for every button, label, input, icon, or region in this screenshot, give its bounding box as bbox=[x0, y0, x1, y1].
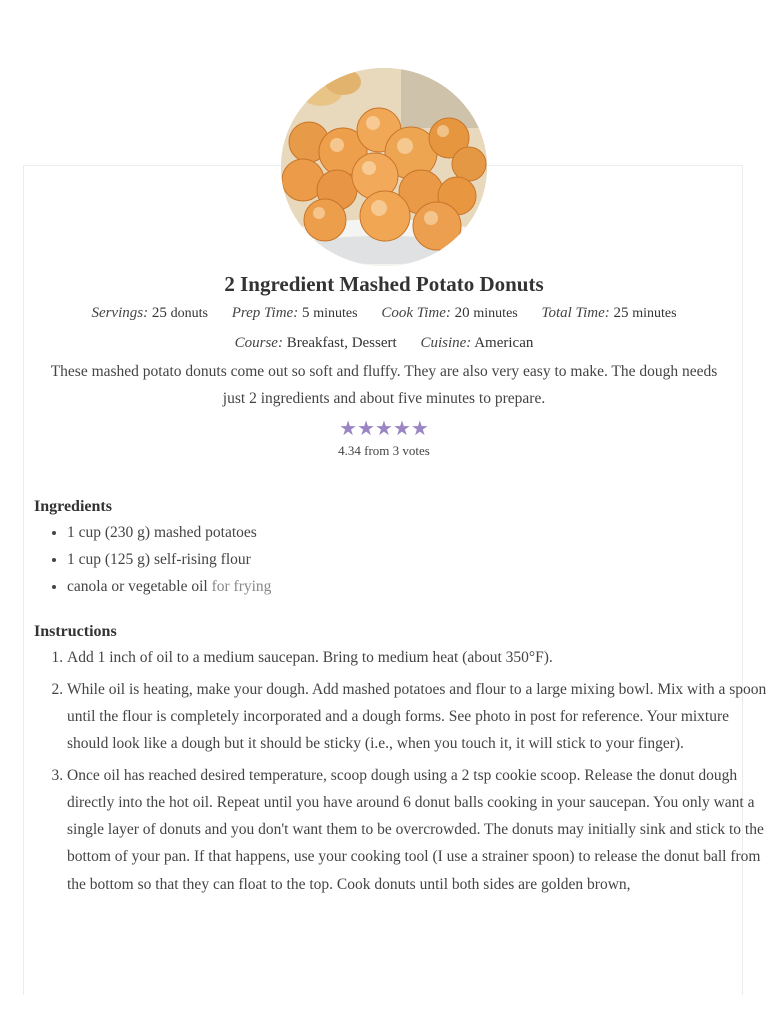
instructions-list bbox=[34, 644, 767, 902]
ingredients-list bbox=[34, 519, 767, 600]
recipe-photo bbox=[281, 68, 487, 266]
ingredient-text: 1 cup (230 g) mashed potatoes bbox=[67, 524, 257, 541]
recipe-tags bbox=[0, 335, 768, 352]
prep-time-label: Prep Time: bbox=[231, 305, 299, 321]
prep-time-unit: minutes bbox=[313, 306, 358, 321]
instruction-step: 1. Add 1 inch of oil to a medium saucepan. Bring to medium heat (about 350°F). bbox=[67, 644, 767, 671]
prep-time bbox=[232, 305, 362, 321]
instruction-step: 3. Once oil has reached desired temperature, scoop dough using a 2 tsp cookie scoop. Release the donut dough directly into the hot oil. Repeat until you have around 6 donut balls cooking in your saucepan. You only want a single layer of donuts and you don't want them to be overcrowded. The donuts may initially sink and stick to the bottom of your pan. If that happens, use your cooking tool (I use a strainer spoon) to release the donut ball from the bottom so that they can float to the top. Cook donuts until both sides are golden brown, bbox=[67, 762, 767, 898]
cuisine bbox=[420, 335, 533, 351]
recipe-times bbox=[0, 305, 768, 322]
cuisine-value: American bbox=[474, 335, 534, 351]
ingredients-heading: Ingredients bbox=[34, 498, 112, 515]
cook-time bbox=[381, 305, 521, 321]
servings-value[interactable]: 25 bbox=[151, 305, 167, 321]
servings-label: Servings: bbox=[91, 305, 149, 321]
ingredient-item bbox=[67, 519, 767, 546]
cook-time-label: Cook Time: bbox=[381, 305, 451, 321]
ingredient-item bbox=[67, 546, 767, 573]
total-time-value: 25 bbox=[613, 305, 629, 321]
servings bbox=[91, 305, 211, 321]
ingredient-item bbox=[67, 573, 767, 600]
prep-time-value: 5 bbox=[301, 305, 310, 321]
course bbox=[235, 335, 401, 351]
cook-time-unit: minutes bbox=[473, 306, 518, 321]
ingredient-text: canola or vegetable oil bbox=[67, 578, 208, 595]
ingredient-note: for frying bbox=[211, 578, 272, 595]
recipe-summary: These mashed potato donuts come out so soft and fluffy. They are also very easy to make. The dough needs just 2 ingredients and about five minutes to prepare. bbox=[50, 363, 718, 407]
recipe-title: 2 Ingredient Mashed Potato Donuts bbox=[224, 272, 544, 296]
rating-stars[interactable]: ★★★★★ bbox=[339, 418, 429, 440]
course-value: Breakfast, Dessert bbox=[286, 335, 397, 351]
instruction-step: 2. While oil is heating, make your dough. Add mashed potatoes and flour to a large mixing bowl. Mix with a spoon until the flour is completely incorporated and a dough forms. See photo in post for reference. Your mixture should look like a dough but it should be sticky (i.e., when you touch it, it will stick to your finger). bbox=[67, 676, 767, 758]
course-label: Course: bbox=[234, 335, 283, 351]
total-time-label: Total Time: bbox=[541, 305, 610, 321]
donut-photo-image bbox=[281, 68, 487, 266]
servings-unit: donuts bbox=[170, 306, 208, 321]
ingredient-text: 1 cup (125 g) self-rising flour bbox=[67, 551, 251, 568]
instructions-heading: Instructions bbox=[34, 623, 117, 640]
cook-time-value: 20 bbox=[454, 305, 470, 321]
cuisine-label: Cuisine: bbox=[420, 335, 472, 351]
total-time bbox=[542, 305, 677, 321]
rating-votes: 4.34 from 3 votes bbox=[338, 443, 430, 458]
total-time-unit: minutes bbox=[632, 306, 677, 321]
